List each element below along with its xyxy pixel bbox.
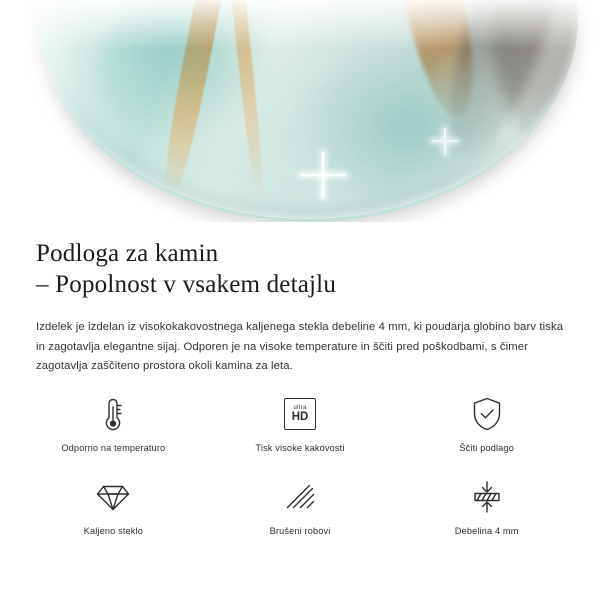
- feature-row-2: [20, 475, 580, 536]
- feature-label: Odporno na temperaturo: [61, 443, 166, 453]
- page-title-line-2: – Popolnost v vsakem detajlu: [36, 271, 337, 298]
- page-title: [36, 222, 564, 300]
- glass-board-graphic: [38, 0, 578, 222]
- ultra-hd-top-text: ultra: [293, 404, 307, 411]
- description-paragraph: Izdelek je izdelan iz visokokakovostnega kaljenega stekla debeline 4 mm, ki poudarja globino barv tiska in zagotavlja elegantne sijaj. Odporen je na visoke temperature in ščiti pred poškodbami, s čimer zagotavlja zaščiteno prostora okoli kamina za leta.: [36, 321, 564, 372]
- ultra-hd-bottom-text: HD: [291, 410, 309, 423]
- feature-label: Kaljeno steklo: [83, 526, 143, 536]
- polished-edges-icon: [283, 475, 317, 519]
- feature-row-1: [20, 392, 580, 453]
- feature-temperature: [20, 392, 207, 453]
- marble-vein: [288, 42, 528, 212]
- feature-grid: [0, 392, 600, 536]
- feature-thickness: [393, 475, 580, 536]
- hero-product-image: [0, 0, 600, 222]
- feature-label: Tisk visoke kakovosti: [255, 443, 345, 453]
- text-content: [0, 222, 600, 377]
- feature-label: Ščiti podlago: [459, 443, 514, 453]
- feature-print-quality: [207, 392, 394, 453]
- shield-check-icon: [470, 392, 504, 436]
- page-title-line-1: Podloga za kamin: [36, 240, 219, 267]
- thermometer-icon: [96, 392, 130, 436]
- feature-surface-protection: [393, 392, 580, 453]
- diamond-icon: [95, 475, 131, 519]
- feature-label: Brušeni robovi: [269, 526, 331, 536]
- feature-polished-edges: [207, 475, 394, 536]
- feature-tempered-glass: [20, 475, 207, 536]
- ultra-hd-icon: [284, 392, 316, 436]
- thickness-icon: [469, 475, 505, 519]
- feature-label: Debelina 4 mm: [454, 526, 519, 536]
